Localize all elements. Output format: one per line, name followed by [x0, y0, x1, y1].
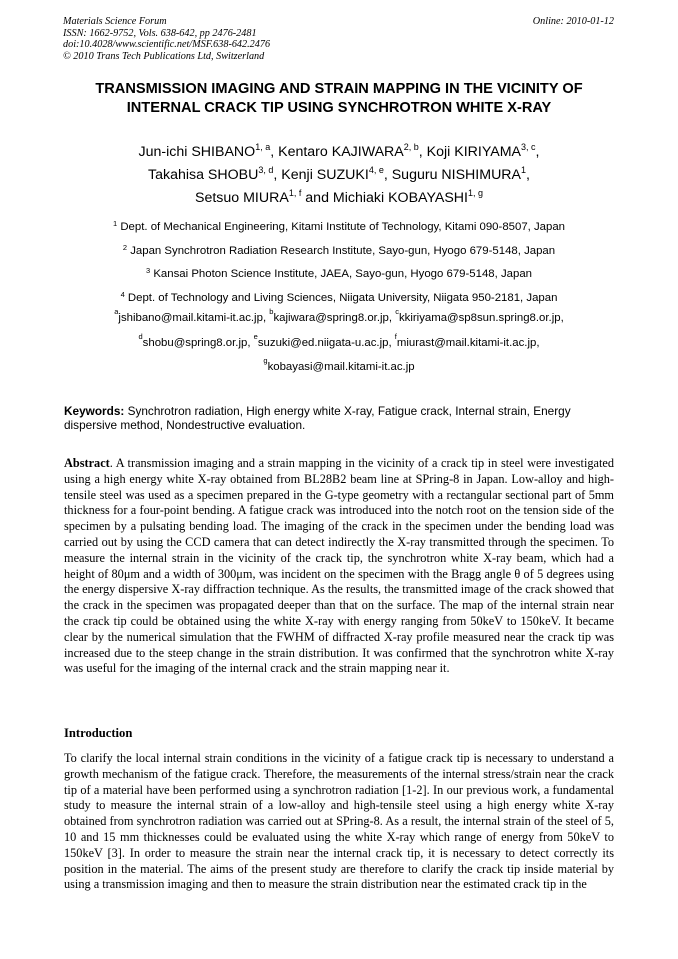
- journal-header: [63, 16, 270, 62]
- affiliation: [30, 263, 648, 287]
- email-sup: e: [253, 331, 258, 341]
- title-line-2: INTERNAL CRACK TIP USING SYNCHROTRON WHITE X-RAY: [126, 100, 552, 116]
- email-address[interactable]: miurast@mail.kitami-it.ac.jp: [396, 336, 537, 349]
- affiliation-num: 1: [112, 219, 118, 228]
- author-name: Setsuo MIURA: [195, 190, 289, 206]
- affiliation-text: Dept. of Technology and Living Sciences, Niigata University, Niigata 950-2181, Japan: [127, 291, 558, 304]
- email-sup: d: [138, 331, 143, 341]
- author-list: [30, 141, 648, 210]
- author-name: Takahisa SHOBU: [148, 167, 259, 183]
- author-name: Jun-ichi SHIBANO: [138, 144, 256, 160]
- affiliation-num: 2: [122, 242, 128, 252]
- email-sup: c: [395, 307, 399, 316]
- email-line: [30, 355, 648, 380]
- author-sep: ,: [383, 167, 392, 183]
- abstract-label: Abstract: [64, 456, 110, 470]
- author-sup: 2, b: [403, 142, 419, 152]
- journal-copyright: © 2010 Trans Tech Publications Ltd, Switzerland: [63, 50, 265, 62]
- author-name: Koji KIRIYAMA: [426, 144, 522, 160]
- author-sep: and: [301, 190, 333, 206]
- journal-doi: doi:10.4028/www.scientific.net/MSF.638-642.2476: [63, 39, 271, 51]
- email-address[interactable]: kajiwara@spring8.or.jp: [273, 312, 389, 324]
- keywords: [64, 404, 616, 432]
- author-sep: ,: [526, 167, 530, 183]
- journal-issn: ISSN: 1662-9752, Vols. 638-642, pp 2476-2481: [63, 27, 257, 39]
- author-name: Kentaro KAJIWARA: [278, 144, 404, 160]
- author-line: [30, 187, 648, 210]
- email-address[interactable]: kobayasi@mail.kitami-it.ac.jp: [267, 361, 415, 373]
- affiliation: [30, 216, 648, 240]
- affiliation-text: Dept. of Mechanical Engineering, Kitami Institute of Technology, Kitami 090-8507, Japan: [120, 221, 566, 233]
- paper-title: [40, 80, 638, 118]
- abstract-text: . A transmission imaging and a strain mapping in the vicinity of a crack tip in steel were investigated using a high energy white X-ray obtained from BL28B2 beam line at SPring-8 in Japan. Low-alloy and high-tensile steel was used as a specimen prepared in the G-type geometry with a rectangular sectional part of 5mm thickness for a four-point bending. A fatigue crack was introduced into the notch root on the tension side of the specimen by a pulsating bending load. The imaging of the crack in the specimen under the bending load was carried out by using the CCD camera that can detect indirectly the X-ray transmitted through the specimen. To measure the internal strain in the vicinity of the crack tip, the synchrotron white X-ray beam, which had a height of 80μm and a width of 300μm, was incident on the specimen with the Bragg angle θ of 5 degrees using the energy dispersive X-ray diffraction technique. As the results, the transmitted image of the crack showed that the crack in the specimen was propagated deeper than that on the surface. The map of the internal strain near the crack tip could be obtained using the white X-ray with energy ranging from 50keV to 150keV. It became clear by the numerical simulation that the FWHM of diffracted X-ray profile measured near the crack tip was increased due to the steep change in the strain distribution. It was confirmed that the synchrotron white X-ray was useful for the imaging of the internal crack and the strain mapping near it.: [64, 456, 615, 676]
- email-sup: b: [269, 307, 274, 316]
- title-line-1: TRANSMISSION IMAGING AND STRAIN MAPPING IN THE VICINITY OF: [95, 81, 583, 97]
- keywords-text: Synchrotron radiation, High energy white X-ray, Fatigue crack, Internal strain, Energy dispersive method, Nondestructive evaluation.: [64, 404, 571, 433]
- email-sup: g: [263, 356, 268, 365]
- keywords-label: Keywords:: [64, 404, 125, 418]
- author-sup: 1: [521, 165, 527, 175]
- author-sep: ,: [273, 167, 282, 183]
- author-sep: ,: [270, 144, 279, 160]
- author-sup: 1, a: [255, 142, 271, 152]
- author-name: Kenji SUZUKI: [281, 167, 369, 183]
- author-sep: ,: [535, 144, 540, 160]
- author-sup: 1, f: [288, 188, 302, 198]
- email-sup: a: [114, 307, 119, 316]
- author-name: Suguru NISHIMURA: [391, 167, 522, 183]
- author-sup: 3, d: [258, 165, 274, 175]
- affiliation-text: Japan Synchrotron Radiation Research Institute, Sayo-gun, Hyogo 679-5148, Japan: [130, 244, 556, 257]
- email-line: $^d$shobu@spring8.or.jp, $^e$suzuki@ed.niigata-u.ac.jp, $^f$miurast@mail.kitami-it.ac.jp,: [138, 331, 540, 349]
- affiliation-num: 3: [145, 266, 151, 276]
- email-address[interactable]: suzuki@ed.niigata-u.ac.jp: [257, 336, 389, 349]
- introduction-text: To clarify the local internal strain conditions in the vicinity of a fatigue crack tip is necessary to understand a growth mechanism of the fatigue crack. Therefore, the measurements of the internal stress/strain near the crack tip of a material have been performed using a synchrotron radiation [1-2]. In our previous work, a fundamental study to measure the internal strain of a low-alloy and high-tensile steel using a high energy white X-ray obtained from synchrotron radiation was carried out at SPring-8. As a result, the internal strain of the steel of 5, 10 and 15 mm thicknesses could be evaluated using the white X-ray which range of energy from 50keV to 150keV [3]. In order to measure the strain near the internal crack tip, it is necessary to detect correctly its position in the material. The aims of the present study are therefore to clarify the crack tip inside material by using a transmission imaging and then to measure the strain distribution near the estimated crack tip in the: [64, 751, 614, 892]
- author-name: Michiaki KOBAYASHI: [332, 190, 468, 206]
- abstract: [64, 456, 614, 677]
- affiliation-num: 4: [120, 289, 125, 299]
- section-heading-introduction: Introduction: [64, 726, 133, 740]
- author-line: [30, 164, 648, 187]
- email-list: [30, 306, 648, 380]
- affiliation-text: Kansai Photon Science Institute, JAEA, Sayo-gun, Hyogo 679-5148, Japan: [153, 268, 532, 281]
- email-sup: f: [394, 331, 397, 341]
- author-sup: 1, g: [467, 188, 483, 198]
- author-sep: ,: [418, 144, 427, 160]
- email-line: $^a$jshibano@mail.kitami-it.ac.jp, $^b$kajiwara@spring8.or.jp, $^c$kkiriyama@sp8sun.spring8.or.jp,: [114, 307, 564, 324]
- email-address[interactable]: shobu@spring8.or.jp: [142, 336, 248, 349]
- journal-name: Materials Science Forum: [63, 16, 167, 27]
- affiliation: [30, 240, 648, 264]
- email-address[interactable]: kkiriyama@sp8sun.spring8.or.jp: [398, 312, 561, 324]
- email-address[interactable]: jshibano@mail.kitami-it.ac.jp: [118, 312, 263, 324]
- online-date: Online: 2010-01-12: [532, 16, 614, 27]
- author-line: [30, 141, 648, 164]
- author-sup: 3, c: [521, 142, 536, 152]
- affiliation-list: [30, 216, 648, 310]
- author-sup: 4, e: [368, 165, 384, 175]
